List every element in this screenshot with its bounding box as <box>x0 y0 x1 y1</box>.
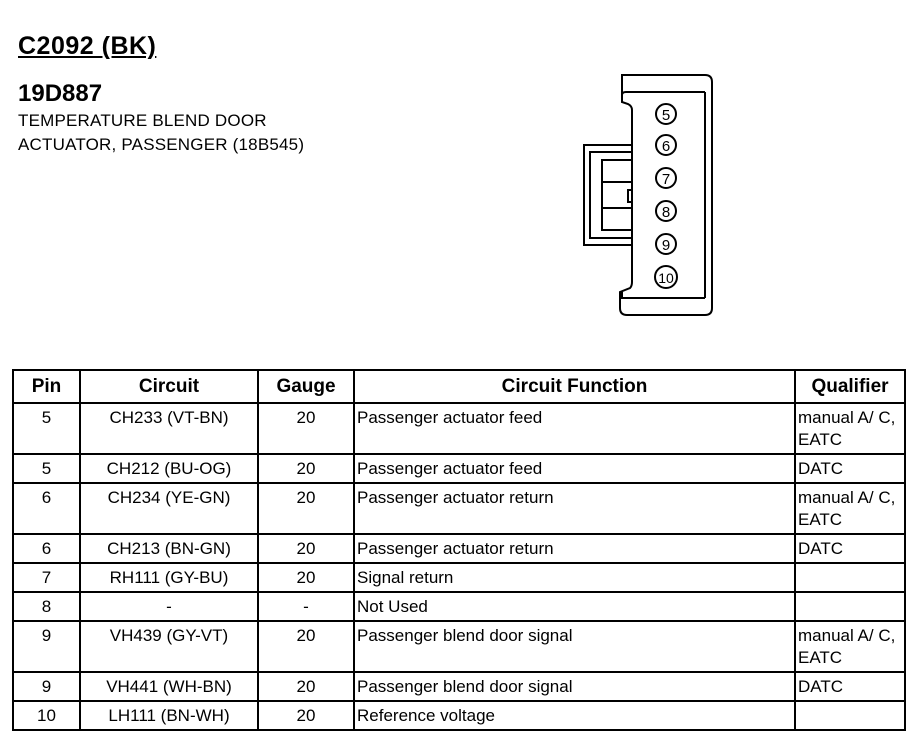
cell-qualifier <box>795 563 905 592</box>
cell-qualifier: DATC <box>795 534 905 563</box>
description-line-1: TEMPERATURE BLEND DOOR <box>18 111 267 130</box>
header-gauge: Gauge <box>258 370 354 403</box>
part-number: 19D887 <box>18 80 103 107</box>
cell-gauge: 20 <box>258 534 354 563</box>
table-row <box>13 534 905 563</box>
pin-label-9: 9 <box>661 237 671 254</box>
cell-circuit: - <box>80 592 258 621</box>
cell-pin: 9 <box>13 672 80 701</box>
cell-function: Passenger actuator return <box>354 483 795 534</box>
header-circuit: Circuit <box>80 370 258 403</box>
cell-circuit: RH111 (GY-BU) <box>80 563 258 592</box>
cell-function: Passenger actuator feed <box>354 403 795 454</box>
table-row <box>13 563 905 592</box>
header-pin: Pin <box>13 370 80 403</box>
cell-qualifier: manual A/ C, EATC <box>795 403 905 454</box>
header-circuit-function: Circuit Function <box>354 370 795 403</box>
pin-label-5: 5 <box>661 107 671 124</box>
cell-circuit: VH439 (GY-VT) <box>80 621 258 672</box>
cell-gauge: - <box>258 592 354 621</box>
cell-pin: 8 <box>13 592 80 621</box>
connector-diagram <box>570 70 720 320</box>
cell-function: Passenger actuator return <box>354 534 795 563</box>
cell-gauge: 20 <box>258 701 354 730</box>
cell-circuit: CH212 (BU-OG) <box>80 454 258 483</box>
cell-gauge: 20 <box>258 672 354 701</box>
pinout-table <box>12 369 906 731</box>
description-line-2: ACTUATOR, PASSENGER (18B545) <box>18 135 305 154</box>
table-row <box>13 592 905 621</box>
cell-gauge: 20 <box>258 621 354 672</box>
table-row <box>13 672 905 701</box>
cell-circuit: CH234 (YE-GN) <box>80 483 258 534</box>
cell-function: Passenger actuator feed <box>354 454 795 483</box>
pin-markers <box>655 104 677 288</box>
cell-pin: 9 <box>13 621 80 672</box>
cell-function: Signal return <box>354 563 795 592</box>
cell-circuit: CH233 (VT-BN) <box>80 403 258 454</box>
table-row <box>13 701 905 730</box>
connector-id: C2092 (BK) <box>18 32 157 60</box>
pin-label-7: 7 <box>661 171 671 188</box>
pin-label-10: 10 <box>658 270 674 286</box>
cell-gauge: 20 <box>258 454 354 483</box>
cell-qualifier: manual A/ C, EATC <box>795 483 905 534</box>
table-row <box>13 454 905 483</box>
cell-pin: 5 <box>13 454 80 483</box>
cell-pin: 6 <box>13 483 80 534</box>
cell-pin: 6 <box>13 534 80 563</box>
cell-function: Not Used <box>354 592 795 621</box>
pin-label-8: 8 <box>661 204 671 221</box>
cell-pin: 10 <box>13 701 80 730</box>
table-row <box>13 483 905 534</box>
cell-circuit: LH111 (BN-WH) <box>80 701 258 730</box>
cell-qualifier: manual A/ C, EATC <box>795 621 905 672</box>
cell-function: Passenger blend door signal <box>354 621 795 672</box>
table-row <box>13 403 905 454</box>
cell-circuit: VH441 (WH-BN) <box>80 672 258 701</box>
table-row <box>13 621 905 672</box>
cell-pin: 7 <box>13 563 80 592</box>
cell-qualifier <box>795 701 905 730</box>
cell-gauge: 20 <box>258 563 354 592</box>
cell-circuit: CH213 (BN-GN) <box>80 534 258 563</box>
cell-qualifier: DATC <box>795 454 905 483</box>
cell-gauge: 20 <box>258 403 354 454</box>
pin-label-6: 6 <box>661 138 671 155</box>
cell-function: Reference voltage <box>354 701 795 730</box>
cell-function: Passenger blend door signal <box>354 672 795 701</box>
cell-gauge: 20 <box>258 483 354 534</box>
table-header-row <box>13 370 905 403</box>
header-qualifier: Qualifier <box>795 370 905 403</box>
cell-qualifier: DATC <box>795 672 905 701</box>
cell-qualifier <box>795 592 905 621</box>
cell-pin: 5 <box>13 403 80 454</box>
